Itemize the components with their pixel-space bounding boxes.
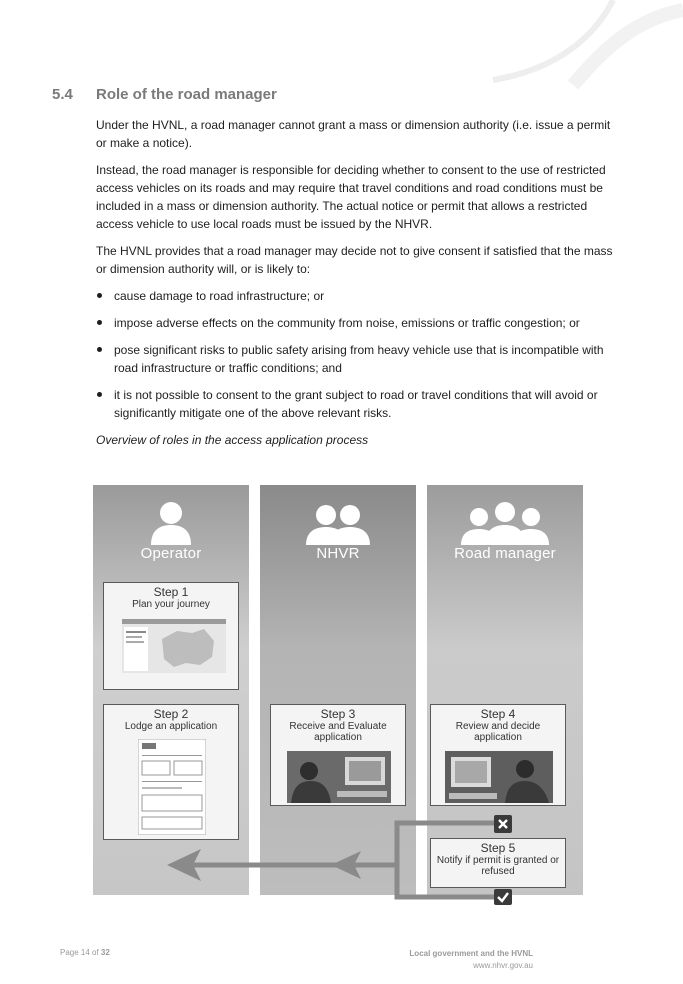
paragraph: Under the HVNL, a road manager cannot grant a mass or dimension authority (i.e. issue a permit or make a notice). — [96, 118, 611, 150]
website-url: www.nhvr.gov.au — [473, 961, 533, 970]
document-title: Local government and the HVNL — [409, 949, 533, 958]
section-title: Role of the road manager — [96, 86, 277, 103]
page-number: Page 14 of 32 — [60, 948, 110, 957]
paragraph: Instead, the road manager is responsible for deciding whether to consent to the use of restricted access vehicles on its roads and may require that travel conditions and road conditions must be included in a mass or dimension authority. The actual notice or permit that allows a restricted access vehicle to use local roads must be issued by the NHVR. — [96, 163, 606, 231]
bullet-icon — [97, 392, 102, 397]
column-label-nhvr: NHVR — [316, 545, 360, 562]
bullet-icon — [97, 293, 102, 298]
step-title: Step 4 — [480, 707, 516, 721]
paragraph: The HVNL provides that a road manager may decide not to give consent if satisfied that the mass or dimension authority will, or is likely to: — [96, 244, 613, 276]
column-label-operator: Operator — [140, 545, 202, 562]
step-title: Step 1 — [153, 585, 189, 599]
decorative-swoosh — [463, 0, 683, 110]
bullet-icon — [97, 320, 102, 325]
body-text — [96, 116, 616, 458]
step-description: Receive and Evaluate application — [289, 721, 387, 743]
step-title: Step 2 — [153, 707, 189, 721]
list-item: it is not possible to consent to the grant subject to road or travel conditions that will avoid or significantly mitigate one of the above relevant risks. — [96, 386, 616, 422]
list-item: cause damage to road infrastructure; or — [96, 287, 616, 305]
list-item: pose significant risks to public safety arising from heavy vehicle use that is incompatible with road infrastructure or traffic conditions; and — [96, 341, 616, 377]
granted-check-icon — [494, 889, 512, 905]
step-title: Step 3 — [320, 707, 356, 721]
section-number: 5.4 — [52, 86, 73, 103]
bullet-list — [96, 287, 616, 422]
figure-caption: Overview of roles in the access application process — [96, 433, 369, 447]
refused-x-icon — [494, 815, 512, 833]
list-item: impose adverse effects on the community from noise, emissions or traffic congestion; or — [96, 314, 616, 332]
step-description: Plan your journey — [132, 599, 210, 610]
roles-diagram — [93, 485, 583, 905]
flow-arrows — [93, 485, 583, 905]
step-description: Review and decide application — [455, 721, 541, 743]
step-description: Notify if permit is granted or refused — [436, 855, 560, 877]
footer-info — [409, 948, 533, 972]
step-title: Step 5 — [480, 841, 516, 855]
column-label-road-manager: Road manager — [454, 545, 556, 562]
step-description: Lodge an application — [124, 721, 218, 732]
bullet-icon — [97, 347, 102, 352]
